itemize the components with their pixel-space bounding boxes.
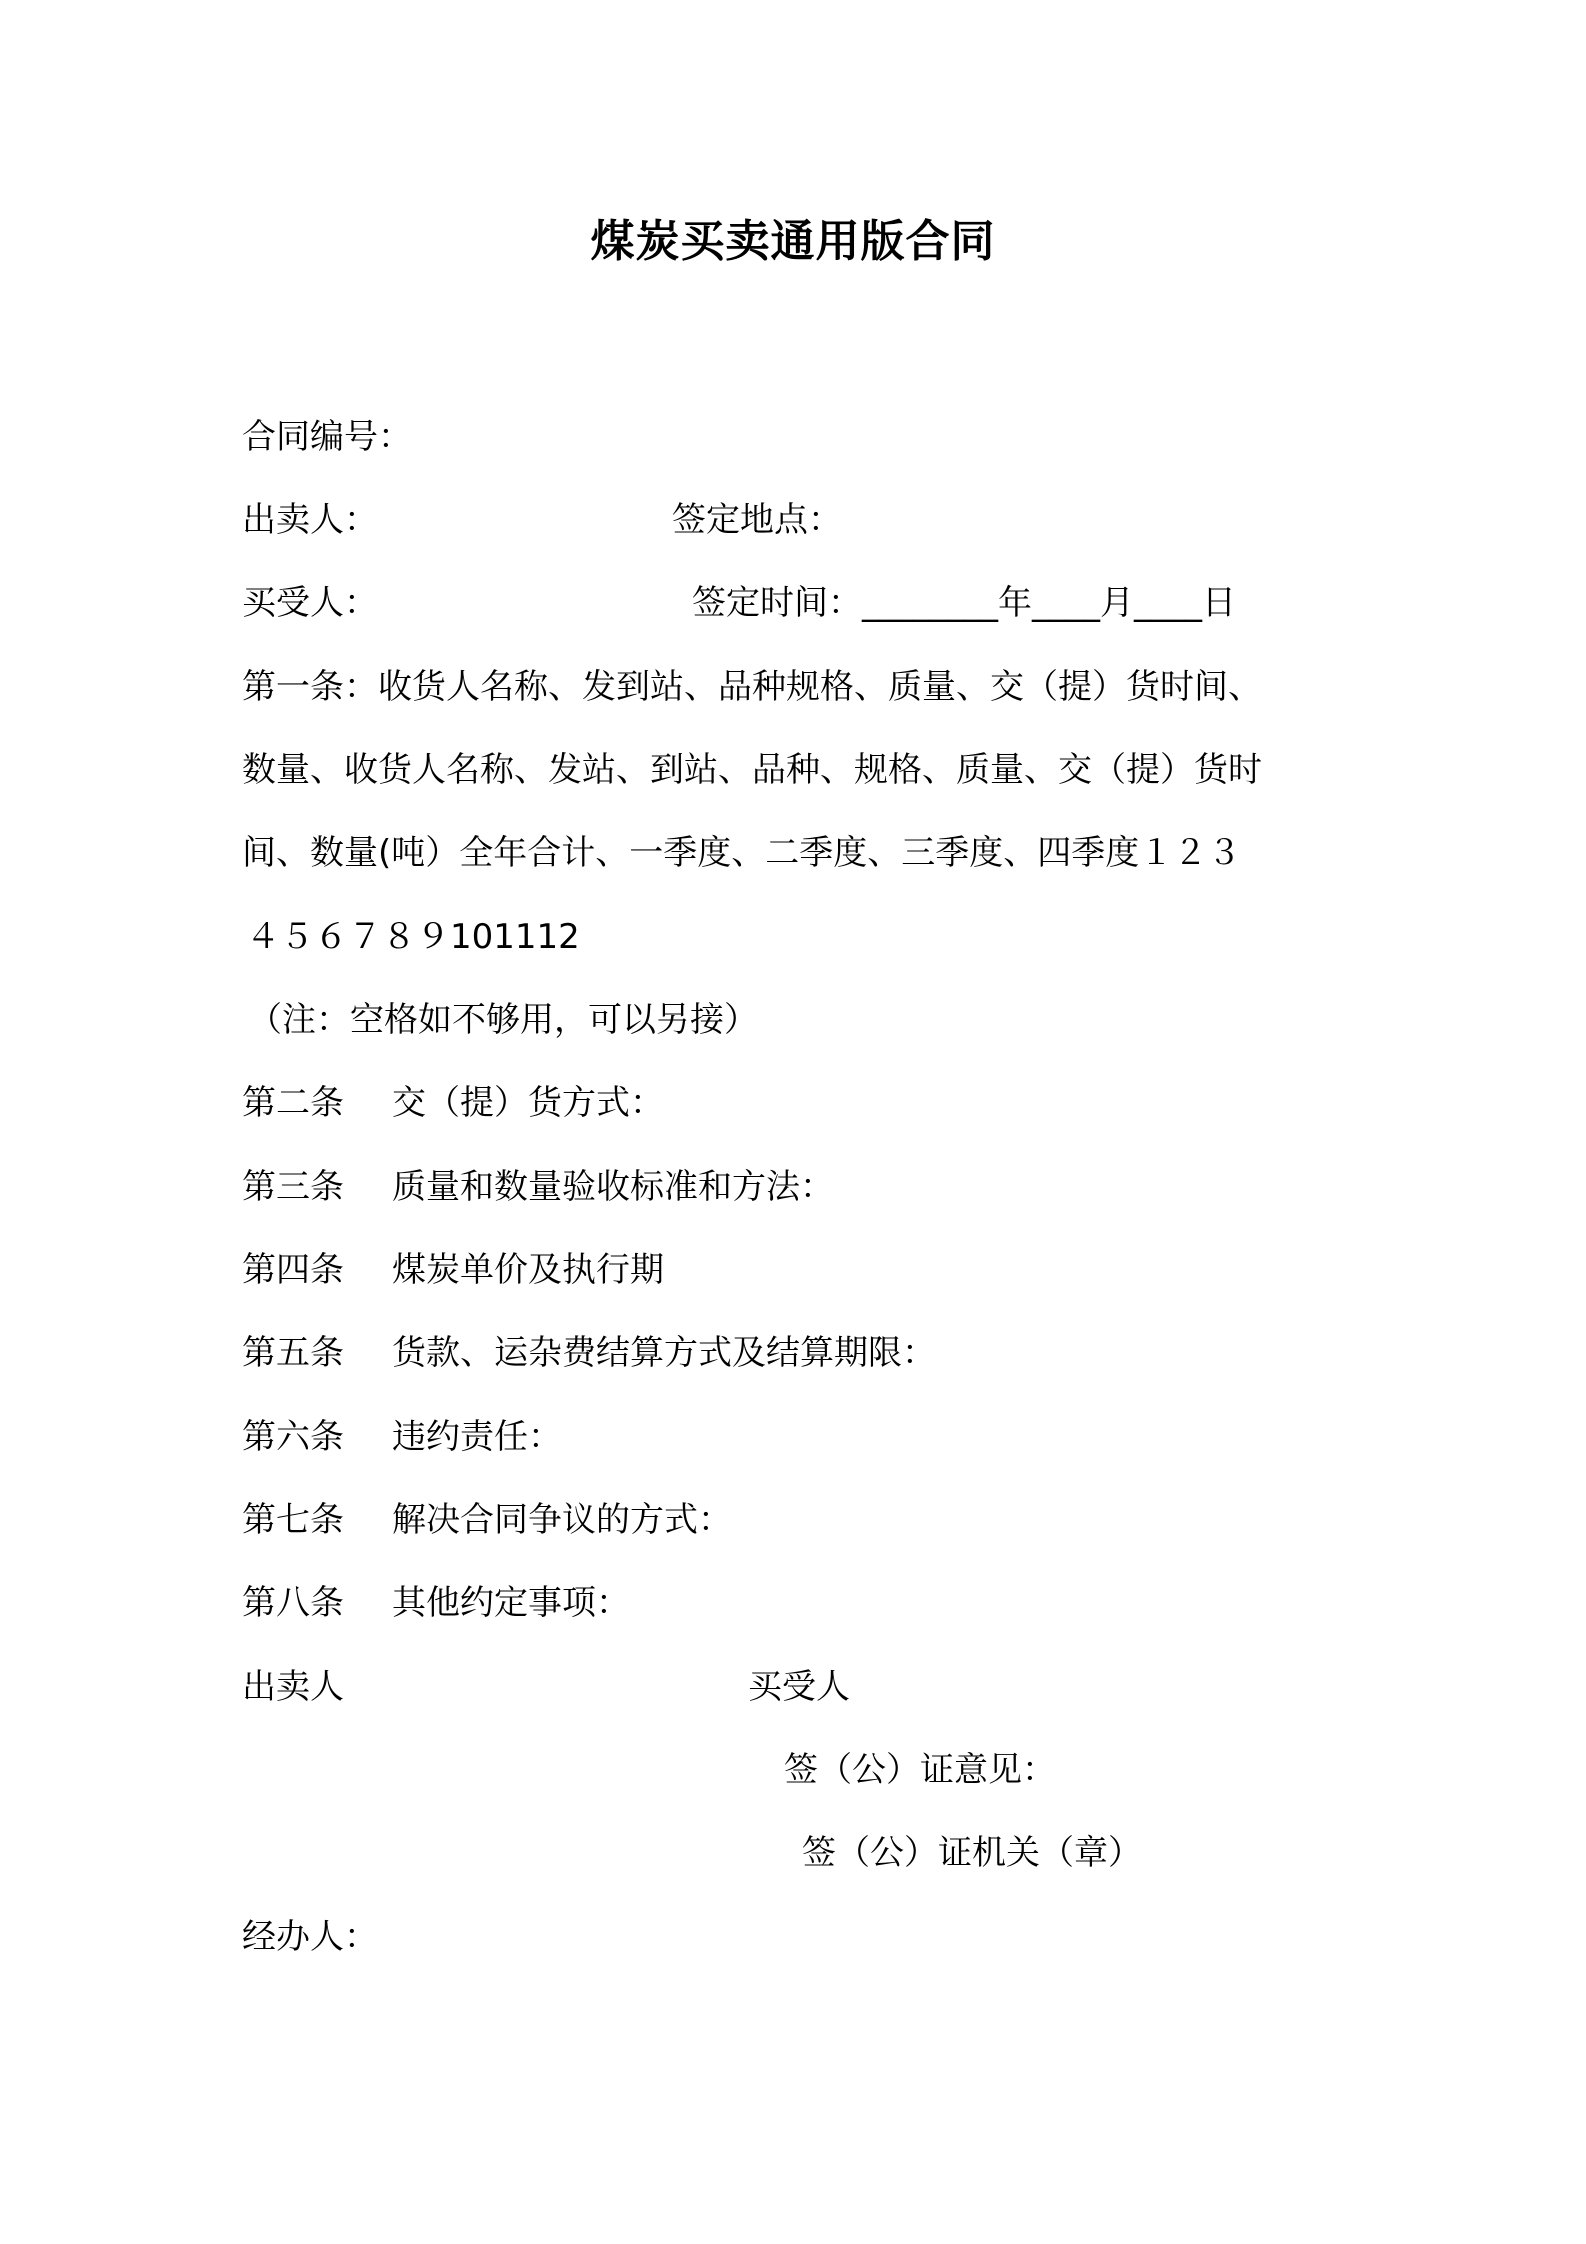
buyer-label: 买受人： (242, 583, 378, 623)
note-text: （注：空格如不够用，可以另接） (248, 1000, 758, 1040)
article-number: 第八条 (242, 1583, 344, 1623)
article-6 (242, 1412, 562, 1462)
seller-label: 出卖人： (242, 500, 378, 540)
article-text: 煤炭单价及执行期 (392, 1250, 664, 1290)
article-7 (242, 1495, 732, 1545)
notary-office-label: 签（公）证机关（章） (802, 1833, 1142, 1873)
article-2 (242, 1078, 664, 1128)
article-4 (242, 1245, 664, 1295)
sign-place-label: 签定地点： (672, 500, 842, 540)
article-text: 违约责任： (392, 1417, 562, 1457)
article-3 (242, 1162, 834, 1212)
footer-buyer-label: 买受人 (748, 1667, 850, 1707)
article-number: 第二条 (242, 1083, 344, 1123)
article-text: 质量和数量验收标准和方法： (392, 1167, 834, 1207)
article-text: 货款、运杂费结算方式及结算期限： (392, 1333, 936, 1373)
article-number: 第四条 (242, 1250, 344, 1290)
article-number: 第三条 (242, 1167, 344, 1207)
article-number: 第七条 (242, 1500, 344, 1540)
article-1-line-4: ４５６７８９101112 (246, 917, 580, 957)
article-1-line-2: 数量、收货人名称、发站、到站、品种、规格、质量、交（提）货时 (242, 750, 1262, 790)
sign-time-label: 签定时间：________年____月____日 (692, 583, 1236, 623)
article-5 (242, 1328, 936, 1378)
article-number: 第六条 (242, 1417, 344, 1457)
article-8 (242, 1578, 630, 1628)
article-text: 交（提）货方式： (392, 1083, 664, 1123)
article-1-line-3: 间、数量(吨）全年合计、一季度、二季度、三季度、四季度１２３ (242, 833, 1242, 873)
handler-label: 经办人： (242, 1917, 378, 1957)
article-text: 其他约定事项： (392, 1583, 630, 1623)
notary-opinion-label: 签（公）证意见： (784, 1750, 1056, 1790)
article-1-line-1: 第一条：收货人名称、发到站、品种规格、质量、交（提）货时间、 (242, 667, 1262, 707)
footer-seller-label: 出卖人 (242, 1667, 344, 1707)
article-number: 第五条 (242, 1333, 344, 1373)
contract-number-label: 合同编号： (242, 417, 412, 457)
document-title: 煤炭买卖通用版合同 (590, 216, 996, 267)
article-text: 解决合同争议的方式： (392, 1500, 732, 1540)
